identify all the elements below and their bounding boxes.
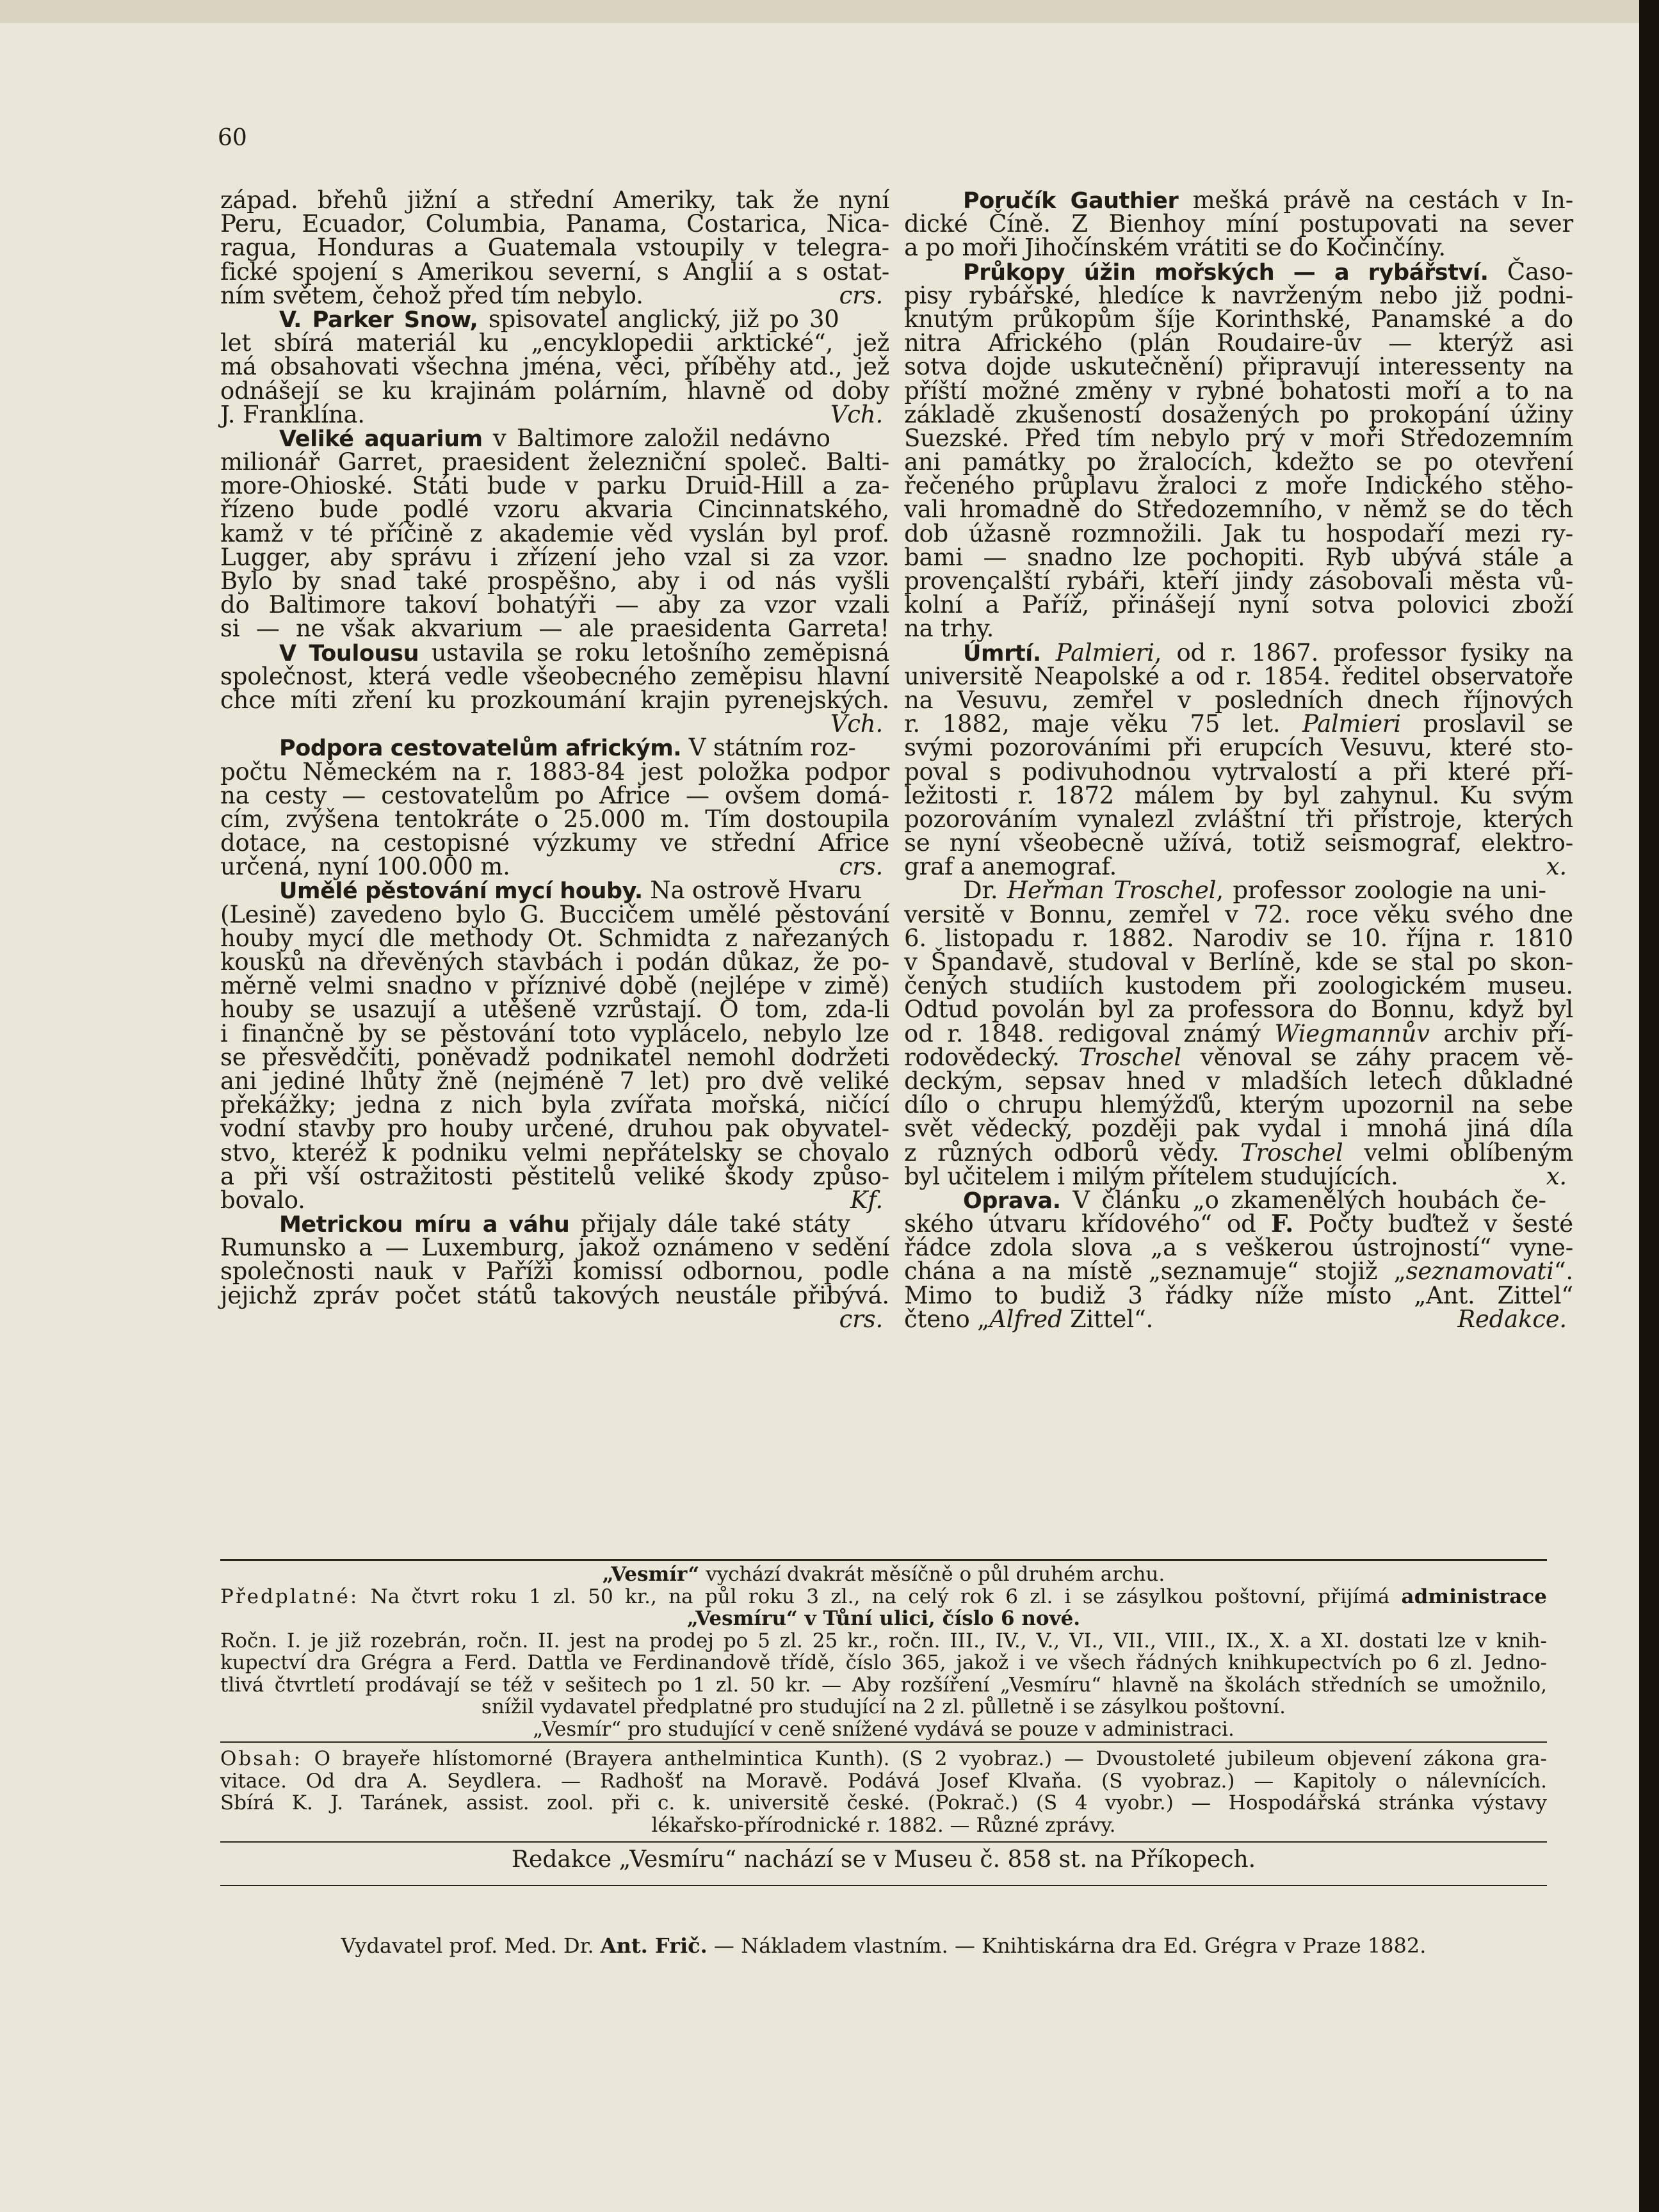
- text-line: [904, 257, 1573, 286]
- text-run: r. 1882, maje věku 75 let.: [904, 710, 1303, 738]
- text-run: na trhy.: [904, 615, 994, 643]
- footer-line: [220, 1630, 1547, 1652]
- text-line: [904, 1045, 1573, 1069]
- text-run: Na ostrově Hvaru: [642, 876, 862, 905]
- text-run: Odtud povolán byl za professora do Bonnu, když byl: [904, 996, 1573, 1024]
- text-run: Lugger, aby správu i zřízení jeho vzal si za vzor.: [220, 543, 889, 571]
- text-line: [904, 1138, 1573, 1167]
- text-line: [220, 426, 889, 450]
- text-run: — Nákladem vlastním. — Knihtiskárna dra Ed. Grégra v Praze 1882.: [707, 1933, 1427, 1958]
- text-line: [220, 757, 889, 786]
- article-heading: Metrickou míru a váhu: [279, 1212, 570, 1238]
- footer-rule-contents: [220, 1741, 1547, 1743]
- text-line: [904, 1188, 1573, 1212]
- text-line: [220, 281, 889, 309]
- text-line: [220, 1307, 889, 1331]
- text-run: Dr.: [963, 876, 1007, 905]
- text-run: Wiegmannův: [1274, 1019, 1430, 1047]
- author-signature: Kf.: [850, 1186, 883, 1214]
- text-line: [220, 712, 889, 736]
- text-run: příští možné změny v rybné bohatosti moří a to na: [904, 376, 1573, 405]
- text-line: [904, 615, 1573, 643]
- text-run: Alfred: [989, 1305, 1063, 1333]
- text-run: západ. břehů jižní a střední Ameriky, tak že nyní: [220, 186, 889, 214]
- text-line: [220, 569, 889, 593]
- text-line: [220, 688, 889, 712]
- text-line: [220, 593, 889, 617]
- text-run: sotva dojde uskutečnění) připravují interessenty na: [904, 353, 1573, 381]
- text-line: [220, 1281, 889, 1309]
- text-run: ani jediné lhůty žně (nejméně 7 let) pro dvě veliké: [220, 1067, 889, 1095]
- author-signature: x.: [1546, 853, 1567, 881]
- text-run: řečeného průplavu žraloci z moře Indického stěho-: [904, 472, 1573, 500]
- text-line: [904, 996, 1573, 1024]
- text-run: má obsahovati všechna jména, věci, příběhy atd., jež: [220, 353, 889, 381]
- footer-line: [220, 1608, 1547, 1630]
- text-run: Vydavatel prof. Med. Dr.: [341, 1933, 601, 1958]
- text-line: [220, 1188, 889, 1212]
- text-run: nitra Afrického (plán Roudaire-ův — kterýž asi: [904, 329, 1573, 357]
- text-line: [220, 807, 889, 831]
- footer-line: [220, 1846, 1547, 1873]
- text-run: ského útvaru křídového“ od: [904, 1210, 1271, 1238]
- text-line: [220, 496, 889, 524]
- text-run: O brayeře hlístomorné (Brayera anthelmintica Kunth). (S 2 vyobraz.) — Dvoustoleté jubileum objevení zákona gra-: [302, 1747, 1547, 1770]
- text-run: knutým průkopům šíje Korinthské, Panamské a do: [904, 305, 1573, 333]
- footer-rule-imprint: [220, 1885, 1547, 1886]
- text-run: čených studiích kustodem při zoologickém museu.: [904, 972, 1573, 1000]
- footer-line: [220, 1935, 1547, 1957]
- text-line: [904, 688, 1573, 712]
- text-run: velmi oblíbeným: [1343, 1138, 1573, 1167]
- footer-line: [220, 1814, 1547, 1837]
- article-heading: Veliké aquarium: [279, 426, 483, 452]
- text-line: [220, 734, 889, 762]
- text-run: proslavil se: [1400, 710, 1573, 738]
- text-run: , od r. 1867. professor fysiky na: [1154, 638, 1574, 666]
- text-run: přijaly dále také státy: [569, 1210, 850, 1238]
- text-run: Heřman Troschel: [1007, 876, 1217, 905]
- text-run: řádce zdola slova „a s veškerou ústrojností“ vyne-: [904, 1234, 1573, 1262]
- text-run: kousků na dřevěných stavbách i podán důkaz, že po-: [220, 948, 889, 976]
- text-run: společnosti nauk v Paříži komissí odbornou, podle: [220, 1257, 889, 1286]
- text-run: vychází dvakrát měsíčně o půl druhém archu.: [699, 1563, 1165, 1586]
- text-run: tlivá čtvrtletí prodávají se též v sešitech po 1 zl. 50 kr. — Aby rozšíření „Vesmíru“ hlavně na školách středních se umožnilo,: [220, 1673, 1547, 1697]
- text-line: [904, 972, 1573, 1000]
- footer-line: [220, 1770, 1547, 1793]
- footer-line: [220, 1792, 1547, 1814]
- text-run: stvo, kteréž k podniku velmi nepřátelsky se chovalo: [220, 1138, 889, 1167]
- text-run: si — ne však akvarium — ale praesidenta Garreta!: [220, 615, 889, 643]
- text-run: (Lesině) zavedeno bylo G. Buccičem umělé pěstování: [220, 900, 889, 928]
- text-line: [904, 353, 1573, 381]
- text-run: základě zkušeností dosažených po prokopání úžiny: [904, 400, 1573, 428]
- text-line: [220, 307, 889, 331]
- text-line: [904, 662, 1573, 690]
- text-run: Rumunsko a — Luxemburg, jakož oznámeno v sedění: [220, 1234, 889, 1262]
- text-line: [220, 376, 889, 405]
- text-run: Počty buďtež v šesté: [1293, 1210, 1573, 1238]
- text-line: [220, 257, 889, 286]
- text-run: „Vesmíru“ v Tůní ulici, číslo 6 nové.: [686, 1607, 1081, 1630]
- text-line: [904, 472, 1573, 500]
- text-line: [220, 781, 889, 809]
- text-run: společnost, která vedle všeobecného zeměpisu hlavní: [220, 662, 889, 690]
- text-run: Troschel: [1240, 1138, 1343, 1167]
- text-run: cím, zvýšena tentokráte o 25.000 m. Tím dostoupila: [220, 805, 889, 833]
- text-line: [220, 519, 889, 547]
- author-signature: crs.: [839, 853, 883, 881]
- author-signature: Vch.: [830, 710, 883, 738]
- page-number: 60: [218, 125, 247, 151]
- text-run: snížil vydavatel předplatné pro studující na 2 zl. půlletně i se zásylkou poštovní.: [482, 1695, 1286, 1718]
- text-run: administrace: [1401, 1585, 1547, 1608]
- text-run: „Vesmír“ pro studující v ceně snížené vydává se pouze v administraci.: [533, 1717, 1234, 1741]
- text-line: [904, 400, 1573, 428]
- text-line: [904, 1093, 1573, 1117]
- text-run: fické spojení s Amerikou severní, s Anglií a s ostat-: [220, 257, 889, 286]
- text-run: Na čtvrt roku 1 zl. 50 kr., na půl roku 3 zl., na celý rok 6 zl. i se zásylkou poštovní, přijímá: [359, 1585, 1402, 1608]
- text-line: [904, 734, 1573, 762]
- text-run: bami — snadno lze pochopiti. Ryb ubývá stále a: [904, 543, 1573, 571]
- text-line: [220, 972, 889, 1000]
- author-signature: crs.: [839, 281, 883, 309]
- article-heading: Podpora cestovatelům africkým.: [279, 736, 682, 762]
- article-heading: V. Parker Snow,: [279, 307, 478, 333]
- text-line: [904, 712, 1573, 736]
- scan-binding-edge: [1639, 0, 1659, 2212]
- text-run: houby mycí dle methody Ot. Schmidta z nařezaných: [220, 924, 889, 952]
- text-run: na cesty — cestovatelům po Africe — ovšem domá-: [220, 781, 889, 809]
- text-run: a po moři Jihočínském vrátiti se do Kočinčíny.: [904, 234, 1446, 262]
- text-run: Palmieri: [1302, 710, 1401, 738]
- text-run: a při vší ostražitosti pěstitelů veliké škody způso-: [220, 1162, 889, 1190]
- text-run: na Vesuvu, zemřel v posledních dnech říjnových: [904, 686, 1573, 714]
- text-run: vitace. Od dra A. Seydlera. — Radhošť na Moravě. Podává Josef Klvaňa. (S vyobraz.) — Kapitoly o nálevnících.: [220, 1769, 1547, 1793]
- text-line: [904, 426, 1573, 450]
- text-run: more-Ohioské. Státi bude v parku Druid-Hill a za-: [220, 472, 889, 500]
- issue-contents: [220, 1748, 1547, 1836]
- text-line: [904, 307, 1573, 331]
- text-run: J. Franklína.: [220, 400, 365, 428]
- text-run: se nyní všeobecně užívá, totiž seismograf, elektro-: [904, 829, 1573, 857]
- text-line: [904, 281, 1573, 309]
- text-run: v Špandavě, studoval v Berlíně, kde se stal po skon-: [904, 948, 1573, 976]
- text-run: V státním roz-: [681, 734, 856, 762]
- text-line: [220, 853, 889, 881]
- text-run: deckým, sepsav hned v mladších letech důkladné: [904, 1067, 1573, 1095]
- text-run: milionář Garret, praesident železniční společ. Balti-: [220, 448, 889, 476]
- text-line: [220, 1045, 889, 1069]
- text-line: [904, 376, 1573, 405]
- article-heading: Poručík Gauthier: [963, 188, 1179, 214]
- text-line: [220, 876, 889, 905]
- text-line: [904, 545, 1573, 569]
- text-run: kamž v té příčině z akademie věd vyslán byl prof.: [220, 519, 889, 547]
- text-run: čteno „: [904, 1305, 990, 1333]
- footer-line: [220, 1718, 1547, 1741]
- text-run: Časo-: [1488, 257, 1573, 286]
- text-line: [220, 950, 889, 974]
- text-line: [220, 1093, 889, 1117]
- text-line: [220, 400, 889, 428]
- text-line: [220, 1069, 889, 1093]
- text-run: Zittel“.: [1062, 1305, 1154, 1333]
- text-run: Mimo to budiž 3 řádky níže místo „Ant. Zittel“: [904, 1281, 1573, 1309]
- text-run: dotace, na cestopisné výzkumy ve střední Africe: [220, 829, 889, 857]
- text-line: [904, 1257, 1573, 1286]
- text-line: [904, 1209, 1573, 1238]
- text-run: ani památky po žralocích, kdežto se po otevření: [904, 448, 1573, 476]
- text-run: ležitosti r. 1872 málem by byl zahynul. Ku svým: [904, 781, 1573, 809]
- text-line: [220, 1019, 889, 1047]
- text-line: [904, 1281, 1573, 1309]
- text-run: F.: [1270, 1209, 1293, 1238]
- text-run: v Baltimore založil nedávno: [482, 424, 830, 452]
- text-line: [904, 212, 1573, 236]
- text-run: Ročn. I. je již rozebrán, ročn. II. jest na prodej po 5 zl. 25 kr., ročn. III., IV., V., VI., VII., VIII., IX., X. a XI. dostati lze v knih-: [220, 1629, 1547, 1652]
- text-line: [904, 496, 1573, 524]
- text-run: Troschel: [1078, 1043, 1181, 1071]
- text-run: dílo o chrupu hlemýžďů, kterým upozornil na sebe: [904, 1091, 1573, 1119]
- text-run: se přesvědčiti, poněvadž podnikatel nemohl dodržeti: [220, 1043, 889, 1071]
- text-line: [904, 900, 1573, 928]
- text-run: od r. 1848. redigoval známý: [904, 1019, 1275, 1047]
- footer-line: [220, 1652, 1547, 1674]
- text-line: [904, 234, 1573, 262]
- text-run: ním světem, čehož před tím nebylo.: [220, 281, 643, 309]
- text-line: [220, 545, 889, 569]
- text-run: Bylo by snad také prospěšno, aby i od nás vyšli: [220, 567, 889, 595]
- text-run: určená, nyní 100.000 m.: [220, 853, 510, 881]
- text-run: vali hromadně do Středozemního, v němž se do těch: [904, 496, 1573, 524]
- text-line: [220, 188, 889, 212]
- text-run: archiv pří-: [1429, 1019, 1574, 1047]
- text-run: chce míti zření ku prozkoumání krajin pyrenejských.: [220, 686, 889, 714]
- text-line: [904, 757, 1573, 786]
- text-line: [220, 353, 889, 381]
- text-run: jejichž zpráv počet států takových neustále přibývá.: [220, 1281, 889, 1309]
- text-line: [904, 807, 1573, 831]
- footer-rule-office: [220, 1841, 1547, 1843]
- text-run: měrně velmi snadno v příznivé době (nejlépe v zimě): [220, 972, 889, 1000]
- text-run: byl učitelem i milým přítelem studujících.: [904, 1162, 1398, 1190]
- text-line: [904, 1162, 1573, 1190]
- footer-line: [220, 1586, 1547, 1608]
- text-run: svými pozorováními při erupcích Vesuvu, které sto-: [904, 734, 1573, 762]
- text-run: pozorováním vynalezl zvláštní tři přístroje, kterých: [904, 805, 1573, 833]
- text-line: [220, 472, 889, 500]
- left-column: [220, 188, 889, 1331]
- text-run: graf a anemograf.: [904, 853, 1117, 881]
- text-run: Ant. Frič.: [600, 1933, 708, 1958]
- text-line: [220, 900, 889, 928]
- text-line: [904, 638, 1574, 666]
- text-line: [220, 638, 890, 666]
- text-line: [220, 831, 889, 855]
- text-run: dob úžasně rozmnožili. Jak tu hospodaří mezi ry-: [904, 519, 1573, 547]
- text-run: ustavila se roku letošního zeměpisná: [419, 638, 890, 666]
- footer-line: [220, 1674, 1547, 1697]
- text-run: odnášejí se ku krajinám polárním, hlavně od doby: [220, 376, 889, 405]
- text-run: Obsah:: [220, 1747, 303, 1770]
- text-line: [220, 234, 889, 262]
- text-line: [904, 926, 1573, 950]
- text-line: [220, 926, 889, 950]
- right-column: [904, 188, 1573, 1331]
- text-line: [904, 853, 1573, 881]
- scan-top-edge: [0, 0, 1659, 23]
- text-run: 6. listopadu r. 1882. Narodiv se 10. října r. 1810: [904, 924, 1573, 952]
- text-run: chána a na místě „seznamuje“ stojiž „: [904, 1257, 1406, 1286]
- text-run: kupectví dra Grégra a Ferd. Dattla ve Ferdinandově třídě, číslo 365, jakož i ve všech řádných knihkupectvích po 6 zl. Jedno-: [220, 1651, 1547, 1674]
- text-run: z různých odborů vědy.: [904, 1138, 1241, 1167]
- text-line: [220, 996, 889, 1024]
- text-line: [220, 615, 889, 643]
- text-run: Palmieri: [1055, 638, 1154, 666]
- printer-imprint: [220, 1935, 1547, 1957]
- text-line: [904, 593, 1573, 617]
- text-run: Předplatné:: [220, 1585, 359, 1608]
- author-signature: crs.: [839, 1305, 883, 1333]
- article-heading: V Toulousu: [279, 640, 419, 666]
- text-run: houby se usazují a utěšeně vzrůstají. O tom, zda-li: [220, 996, 889, 1024]
- footer-line: [220, 1563, 1547, 1586]
- text-run: Suezské. Před tím nebylo prý v moři Středozemním: [904, 424, 1573, 452]
- text-run: svět vědecký, později pak vydal i mnohá jiná díla: [904, 1115, 1573, 1143]
- text-line: [904, 876, 1573, 905]
- editorial-office-notice: [220, 1846, 1547, 1873]
- text-run: mešká právě na cestách v In-: [1178, 186, 1573, 214]
- article-heading: Průkopy úžin mořských — a rybářství.: [963, 259, 1489, 286]
- text-run: „Vesmír“: [602, 1563, 700, 1586]
- subscription-notice: [220, 1563, 1547, 1740]
- text-run: bovalo.: [220, 1186, 305, 1214]
- text-line: [904, 950, 1573, 974]
- text-line: [220, 450, 889, 474]
- text-run: seznamovati: [1405, 1257, 1554, 1286]
- footer-line: [220, 1748, 1547, 1770]
- text-line: [220, 1234, 889, 1262]
- text-run: rodovědecký.: [904, 1043, 1079, 1071]
- text-run: versitě v Bonnu, zemřel v 72. roce věku svého dne: [904, 900, 1573, 928]
- text-run: provençalští rybáři, kteří jindy zásobovali města vů-: [904, 567, 1573, 595]
- text-line: [904, 831, 1573, 855]
- text-run: Peru, Ecuador, Columbia, Panama, Costarica, Nica-: [220, 210, 889, 238]
- text-run: lékařsko-přírodnické r. 1882. — Různé zprávy.: [651, 1813, 1116, 1837]
- author-signature: x.: [1546, 1162, 1567, 1190]
- text-run: řízeno bude podlé vzoru akvaria Cincinnatského,: [220, 496, 889, 524]
- footer-rule-top: [220, 1559, 1547, 1561]
- text-run: kolní a Paříž, přinášejí nyní sotva polovici zboží: [904, 591, 1573, 619]
- text-line: [904, 1115, 1573, 1143]
- text-line: [904, 781, 1573, 809]
- text-run: počtu Německém na r. 1883-84 jest položka podpor: [220, 757, 889, 786]
- text-run: let sbírá materiál ku „encyklopedii arktické“, jež: [220, 329, 889, 357]
- article-heading: Umělé pěstování mycí houby.: [279, 878, 643, 905]
- text-line: [904, 1019, 1574, 1047]
- text-run: , professor zoologie na uni-: [1216, 876, 1546, 905]
- text-line: [904, 519, 1573, 547]
- text-run: Redakce „Vesmíru“ nachází se v Museu č. 858 st. na Příkopech.: [511, 1846, 1256, 1873]
- article-heading: Oprava.: [963, 1188, 1061, 1214]
- text-run: překážky; jedna z nich byla zvířata mořská, ničící: [220, 1091, 889, 1119]
- text-line: [904, 1307, 1573, 1331]
- text-line: [220, 331, 889, 355]
- author-signature: Vch.: [830, 400, 883, 428]
- text-run: pisy rybářské, hledíce k navrženým nebo již podni-: [904, 281, 1573, 309]
- text-run: universitě Neapolské a od r. 1854. ředitel observatoře: [904, 662, 1573, 690]
- text-line: [220, 1115, 889, 1143]
- text-run: “.: [1553, 1257, 1573, 1286]
- text-line: [220, 212, 889, 236]
- article-heading: Úmrtí.: [963, 640, 1041, 666]
- text-run: dické Číně. Z Bienhoy míní postupovati na sever: [904, 210, 1573, 238]
- text-run: ragua, Honduras a Guatemala vstoupily v telegra-: [220, 234, 889, 262]
- text-line: [904, 331, 1573, 355]
- text-line: [904, 450, 1573, 474]
- author-signature: Redakce.: [1457, 1305, 1567, 1333]
- text-run: věnoval se záhy pracem vě-: [1181, 1043, 1574, 1071]
- text-line: [904, 569, 1573, 593]
- text-line: [220, 1212, 889, 1236]
- text-line: [904, 1069, 1573, 1093]
- text-line: [220, 662, 889, 690]
- text-line: [904, 188, 1573, 212]
- text-line: [220, 1257, 889, 1286]
- text-run: V článku „o zkamenělých houbách če-: [1060, 1186, 1546, 1214]
- text-run: do Baltimore takoví bohatýři — aby za vzor vzali: [220, 591, 889, 619]
- text-line: [904, 1234, 1573, 1262]
- text-line: [220, 1162, 889, 1190]
- text-run: Sbírá K. J. Taránek, assist. zool. při c. k. universitě české. (Pokrač.) (S 4 vyobr.) — Hospodářská stránka výstavy: [220, 1791, 1547, 1814]
- text-run: vodní stavby pro houby určené, druhou pak obyvatel-: [220, 1115, 889, 1143]
- text-line: [220, 1138, 889, 1167]
- footer-line: [220, 1696, 1547, 1718]
- text-run: i finančně by se pěstování toto vyplácelo, nebylo lze: [220, 1019, 889, 1047]
- text-run: poval s podivuhodnou vytrvalostí a při které pří-: [904, 757, 1573, 786]
- text-run: spisovatel anglický, již po 30: [478, 305, 839, 333]
